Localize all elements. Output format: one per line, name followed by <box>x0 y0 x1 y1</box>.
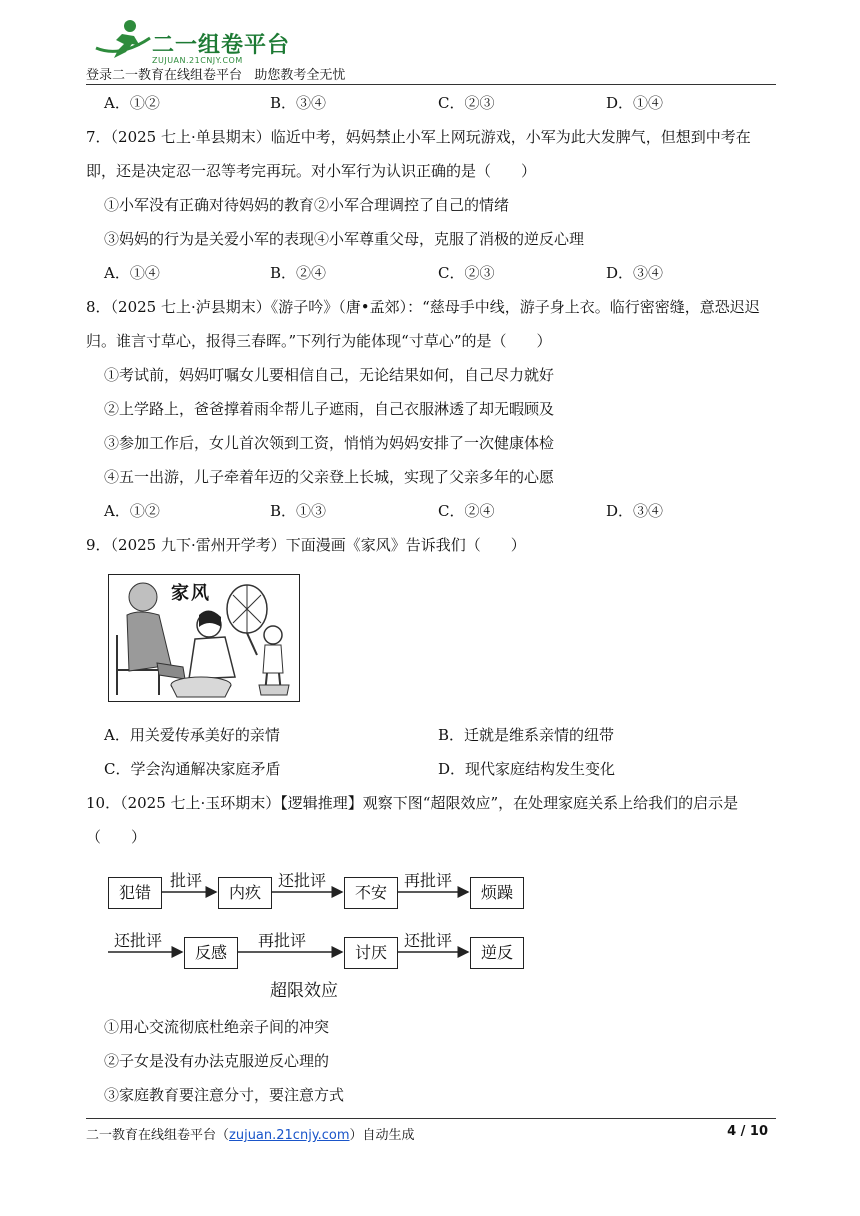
flow-label: 还批评 <box>404 931 453 950</box>
flow-box: 逆反 <box>470 937 524 969</box>
option-c: C．②④ <box>438 502 495 520</box>
statement-item: ②子女是没有办法克服逆反心理的 <box>104 1052 330 1070</box>
question-stem: 即，还是决定忍一忍等考完再玩。对小军行为认识正确的是（ ） <box>86 162 537 180</box>
option-d: D．①④ <box>606 94 664 112</box>
option-c: C．学会沟通解决家庭矛盾 <box>104 760 281 778</box>
header-divider <box>86 84 776 85</box>
page-number: 4 / 10 <box>727 1124 768 1139</box>
statement-item: ①用心交流彻底杜绝亲子间的冲突 <box>104 1018 330 1036</box>
statement-item: ③家庭教育要注意分寸，要注意方式 <box>104 1086 345 1104</box>
option-c: C．②③ <box>438 264 495 282</box>
flow-box: 反感 <box>184 937 238 969</box>
logo-text: 二一组卷平台 <box>152 33 291 58</box>
flow-box: 内疚 <box>218 877 272 909</box>
option-a: A．①② <box>104 94 160 112</box>
flow-label: 再批评 <box>258 931 307 950</box>
statement-item: ①小军没有正确对待妈妈的教育②小军合理调控了自己的情绪 <box>104 196 510 214</box>
statement-item: ③参加工作后，女儿首次领到工资，悄悄为妈妈安排了一次健康体检 <box>104 434 555 452</box>
question-stem: 9．（2025 九下·雷州开学考）下面漫画《家风》告诉我们（ ） <box>86 536 526 554</box>
statement-item: ④五一出游，儿子牵着年迈的父亲登上长城，实现了父亲多年的心愿 <box>104 468 555 486</box>
flow-box: 烦躁 <box>470 877 524 909</box>
flow-label: 批评 <box>170 871 203 890</box>
flow-box: 犯错 <box>108 877 162 909</box>
footer-divider <box>86 1118 776 1119</box>
statement-item: ③妈妈的行为是关爱小军的表现④小军尊重父母，克服了消极的逆反心理 <box>104 230 585 248</box>
option-a: A．①② <box>104 502 160 520</box>
question-stem: 7．（2025 七上·单县期末）临近中考，妈妈禁止小军上网玩游戏，小军为此大发脾气，但想到中考在 <box>86 128 751 146</box>
footer <box>86 1124 776 1144</box>
flow-label: 再批评 <box>404 871 453 890</box>
footer-suffix: ）自动生成 <box>349 1128 415 1143</box>
flow-caption: 超限效应 <box>270 981 338 1001</box>
question-stem: 归。谁言寸草心，报得三春晖。”下列行为能体现“寸草心”的是（ ） <box>86 332 552 350</box>
question-stem: 10．（2025 七上·玉环期末）【逻辑推理】观察下图“超限效应”，在处理家庭关系上给我们的启示是 <box>86 794 739 812</box>
cartoon-image <box>108 574 300 702</box>
statement-item: ②上学路上，爸爸撑着雨伞帮儿子遮雨，自己衣服淋透了却无暇顾及 <box>104 400 555 418</box>
cartoon-title: 家风 <box>171 583 211 604</box>
question-stem: 8．（2025 七上·泸县期末）《游子吟》（唐•孟郊）：“慈母手中线，游子身上衣。临行密密缝，意恐迟迟 <box>86 298 760 316</box>
logo-subtext: ZUJUAN.21CNJY.COM <box>152 56 243 65</box>
footer-prefix: 二一教育在线组卷平台（ <box>86 1128 230 1143</box>
flow-diagram <box>108 862 528 1002</box>
header-tagline: 登录二一教育在线组卷平台 助您教考全无忧 <box>86 68 346 83</box>
flow-label: 还批评 <box>114 931 163 950</box>
option-b: B．②④ <box>270 264 327 282</box>
footer-link[interactable]: zujuan.21cnjy.com <box>229 1128 350 1143</box>
header <box>86 14 776 84</box>
option-a: A．①④ <box>104 264 160 282</box>
statement-item: ①考试前，妈妈叮嘱女儿要相信自己，无论结果如何，自己尽力就好 <box>104 366 555 384</box>
option-d: D．现代家庭结构发生变化 <box>438 760 616 778</box>
flow-box: 不安 <box>344 877 398 909</box>
option-b: B．迁就是维系亲情的纽带 <box>438 726 615 744</box>
option-c: C．②③ <box>438 94 495 112</box>
option-b: B．①③ <box>270 502 327 520</box>
flow-box: 讨厌 <box>344 937 398 969</box>
option-a: A．用关爱传承美好的亲情 <box>104 726 280 744</box>
logo-runner-icon <box>92 18 154 64</box>
question-stem: （ ） <box>86 828 147 846</box>
option-d: D．③④ <box>606 502 664 520</box>
option-b: B．③④ <box>270 94 327 112</box>
flow-label: 还批评 <box>278 871 327 890</box>
option-d: D．③④ <box>606 264 664 282</box>
